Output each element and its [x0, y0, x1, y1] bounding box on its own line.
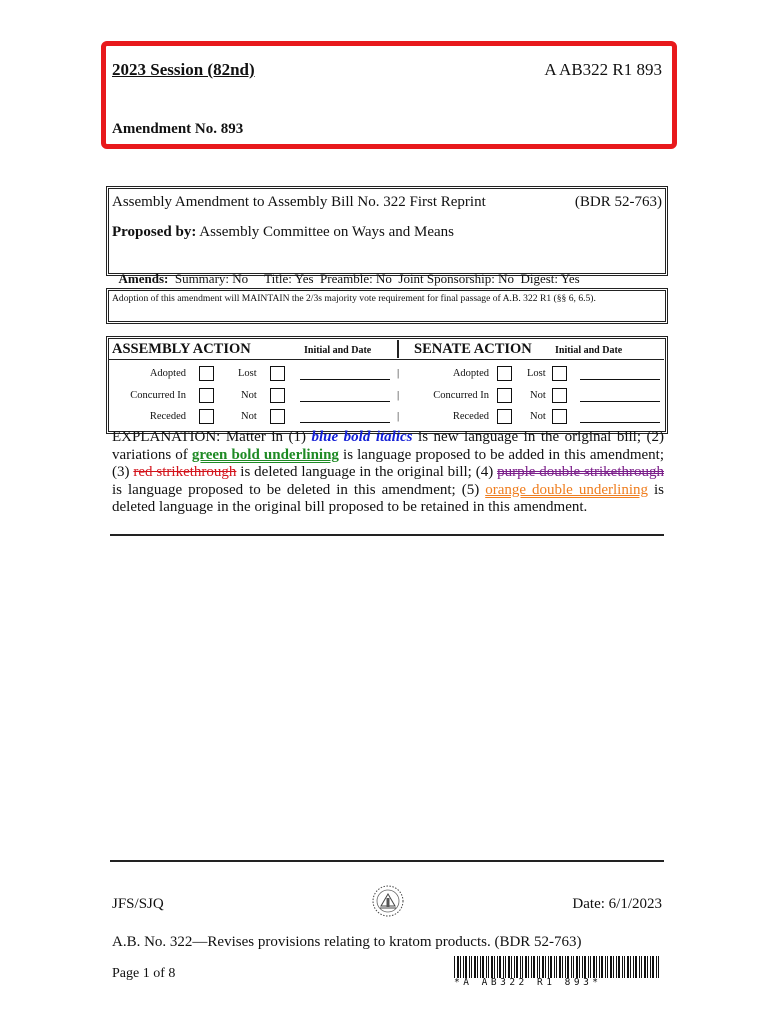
amends-line [112, 255, 580, 287]
barcode-text: *A AB322 R1 893* [454, 977, 602, 988]
senate-adopted-label: Adopted [452, 368, 489, 379]
explanation-orange-sample: orange double underlining [485, 481, 648, 498]
action-table-divider [108, 359, 664, 360]
barcode-bar [607, 956, 608, 978]
barcode-bar [460, 956, 461, 978]
bdr-number: (BDR 52-763) [574, 194, 662, 210]
barcode-bar [480, 956, 481, 978]
amendment-date: Date: 6/1/2023 [572, 896, 662, 912]
assembly-row-separator: | [397, 389, 400, 401]
explanation-after-green: is language proposed to be added in this amendment; (3) [112, 446, 664, 480]
senate-concurred-initial-line[interactable] [580, 401, 660, 402]
barcode-bar [503, 956, 504, 978]
assembly-concurred-checkbox[interactable] [199, 388, 214, 403]
barcode-bar [627, 956, 629, 978]
barcode-bar [497, 956, 498, 978]
barcode-bar [610, 956, 612, 978]
adoption-text: Adoption of this amendment will MAINTAIN the 2/3s majority vote requirement for final passage of A.B. 322 R1 (§§ 6, 6.5). [112, 293, 596, 304]
barcode-bar [639, 956, 640, 978]
barcode-bar [537, 956, 538, 978]
barcode-bar [652, 956, 654, 978]
barcode-bar [633, 956, 634, 978]
proposed-by-value: Assembly Committee on Ways and Means [199, 224, 455, 240]
barcode-bar [644, 956, 646, 978]
senate-initial-date-heading: Initial and Date [555, 345, 623, 356]
assembly-not-receded-checkbox[interactable] [270, 409, 285, 424]
barcode-bar [579, 956, 580, 978]
senate-receded-checkbox[interactable] [497, 409, 512, 424]
barcode-bar [601, 956, 603, 978]
assembly-initial-date-heading: Initial and Date [304, 345, 372, 356]
barcode-bar [624, 956, 625, 978]
amendment-code: A AB322 R1 893 [544, 60, 662, 79]
amendment-number: Amendment No. 893 [112, 121, 244, 137]
barcode-bar [533, 956, 535, 978]
barcode-bar [593, 956, 595, 978]
barcode-bar [516, 956, 518, 978]
amends-label: Amends: [118, 271, 169, 286]
senate-action-heading: SENATE ACTION [414, 341, 532, 357]
barcode-bar [531, 956, 532, 978]
barcode [454, 956, 662, 978]
senate-not-receded-checkbox[interactable] [552, 409, 567, 424]
senate-adopted-checkbox[interactable] [497, 366, 512, 381]
assembly-adopted-checkbox[interactable] [199, 366, 214, 381]
barcode-bar [550, 956, 552, 978]
explanation-paragraph [112, 429, 664, 517]
barcode-bar [528, 956, 529, 978]
barcode-bar [630, 956, 631, 978]
senate-lost-label: Lost [527, 368, 546, 379]
assembly-lost-label: Lost [238, 368, 257, 379]
drafter-initials: JFS/SJQ [112, 896, 164, 912]
barcode-bar [508, 956, 510, 978]
barcode-bar [514, 956, 515, 978]
barcode-bar [559, 956, 561, 978]
barcode-bar [465, 956, 467, 978]
barcode-bar [542, 956, 544, 978]
barcode-bar [482, 956, 484, 978]
barcode-bar [522, 956, 523, 978]
barcode-bar [545, 956, 546, 978]
explanation-after-purple: is language proposed to be deleted in this amendment; (5) [112, 481, 486, 498]
barcode-bar [576, 956, 578, 978]
barcode-bar [457, 956, 459, 978]
barcode-bar [471, 956, 472, 978]
amendment-description: Assembly Amendment to Assembly Bill No. 322 First Reprint [112, 194, 486, 210]
barcode-bar [588, 956, 589, 978]
explanation-after-orange: is deleted language in the original bill proposed to be retained in this amendment. [112, 481, 665, 515]
explanation-purple-sample: purple double strikethrough [497, 464, 665, 480]
barcode-bar [582, 956, 583, 978]
barcode-bar [469, 956, 470, 978]
barcode-bar [477, 956, 478, 978]
barcode-bar [525, 956, 527, 978]
explanation-blue-sample: blue bold italics [311, 429, 413, 445]
assembly-action-heading: ASSEMBLY ACTION [112, 341, 251, 357]
barcode-bar [548, 956, 549, 978]
barcode-bar [491, 956, 493, 978]
state-seal-icon [371, 884, 405, 918]
assembly-row-separator: | [397, 410, 400, 422]
senate-not-receded-label: Not [530, 411, 546, 422]
amends-value: Summary: No Title: Yes Preamble: No Joint Sponsorship: No Digest: Yes [174, 271, 580, 286]
proposed-by-label: Proposed by: [112, 224, 197, 240]
barcode-bar [554, 956, 555, 978]
barcode-bar [616, 956, 617, 978]
senate-not-concurred-checkbox[interactable] [552, 388, 567, 403]
barcode-bar [556, 956, 557, 978]
barcode-bar [618, 956, 620, 978]
barcode-bar [486, 956, 487, 978]
barcode-bar [641, 956, 642, 978]
barcode-bar [584, 956, 586, 978]
assembly-receded-label: Receded [149, 411, 186, 422]
explanation-intro: EXPLANATION: Matter in (1) [112, 429, 312, 445]
assembly-concurred-label: Concurred In [130, 390, 186, 401]
senate-adopted-initial-line[interactable] [580, 379, 660, 380]
explanation-red-sample: red strikethrough [133, 464, 237, 480]
senate-lost-checkbox[interactable] [552, 366, 567, 381]
barcode-bar [622, 956, 623, 978]
explanation-after-red: is deleted language in the original bill; (4) [236, 464, 498, 480]
senate-concurred-checkbox[interactable] [497, 388, 512, 403]
assembly-row-separator: | [397, 367, 400, 379]
assembly-lost-checkbox[interactable] [270, 366, 285, 381]
barcode-bar [590, 956, 591, 978]
footer-rule [110, 860, 664, 862]
barcode-bar [613, 956, 614, 978]
assembly-receded-initial-line[interactable] [300, 422, 390, 423]
barcode-bar [499, 956, 501, 978]
assembly-concurred-initial-line[interactable] [300, 401, 390, 402]
explanation-green-sample: green bold underlining [191, 446, 339, 463]
assembly-not-concurred-label: Not [241, 390, 257, 401]
barcode-bar [488, 956, 489, 978]
assembly-receded-checkbox[interactable] [199, 409, 214, 424]
proposed-by [112, 224, 454, 241]
barcode-bar [599, 956, 600, 978]
barcode-bar [520, 956, 521, 978]
bill-summary: A.B. No. 322—Revises provisions relating to kratom products. (BDR 52-763) [112, 934, 582, 950]
barcode-bar [474, 956, 476, 978]
barcode-bar [562, 956, 563, 978]
barcode-bar [571, 956, 572, 978]
barcode-bar [650, 956, 651, 978]
senate-not-concurred-label: Not [530, 390, 546, 401]
assembly-not-receded-label: Not [241, 411, 257, 422]
assembly-not-concurred-checkbox[interactable] [270, 388, 285, 403]
barcode-bar [567, 956, 569, 978]
assembly-adopted-initial-line[interactable] [300, 379, 390, 380]
barcode-bar [539, 956, 540, 978]
page-number: Page 1 of 8 [112, 966, 176, 981]
barcode-bar [647, 956, 648, 978]
barcode-bar [635, 956, 637, 978]
explanation-rule [110, 534, 664, 536]
barcode-bar [494, 956, 495, 978]
explanation-after-blue: is new language in the original bill; (2) variations of [112, 429, 665, 463]
barcode-bar [565, 956, 566, 978]
barcode-bar [658, 956, 659, 978]
assembly-adopted-label: Adopted [149, 368, 186, 379]
barcode-bar [656, 956, 657, 978]
barcode-bar [454, 956, 455, 978]
barcode-bar [596, 956, 597, 978]
barcode-bar [605, 956, 606, 978]
senate-concurred-label: Concurred In [433, 390, 489, 401]
barcode-bar [505, 956, 506, 978]
senate-receded-label: Receded [452, 411, 489, 422]
column-divider [397, 340, 399, 358]
barcode-bar [573, 956, 574, 978]
barcode-bar [463, 956, 464, 978]
senate-receded-initial-line[interactable] [580, 422, 660, 423]
session-title: 2023 Session (82nd) [112, 60, 255, 79]
barcode-bar [511, 956, 512, 978]
